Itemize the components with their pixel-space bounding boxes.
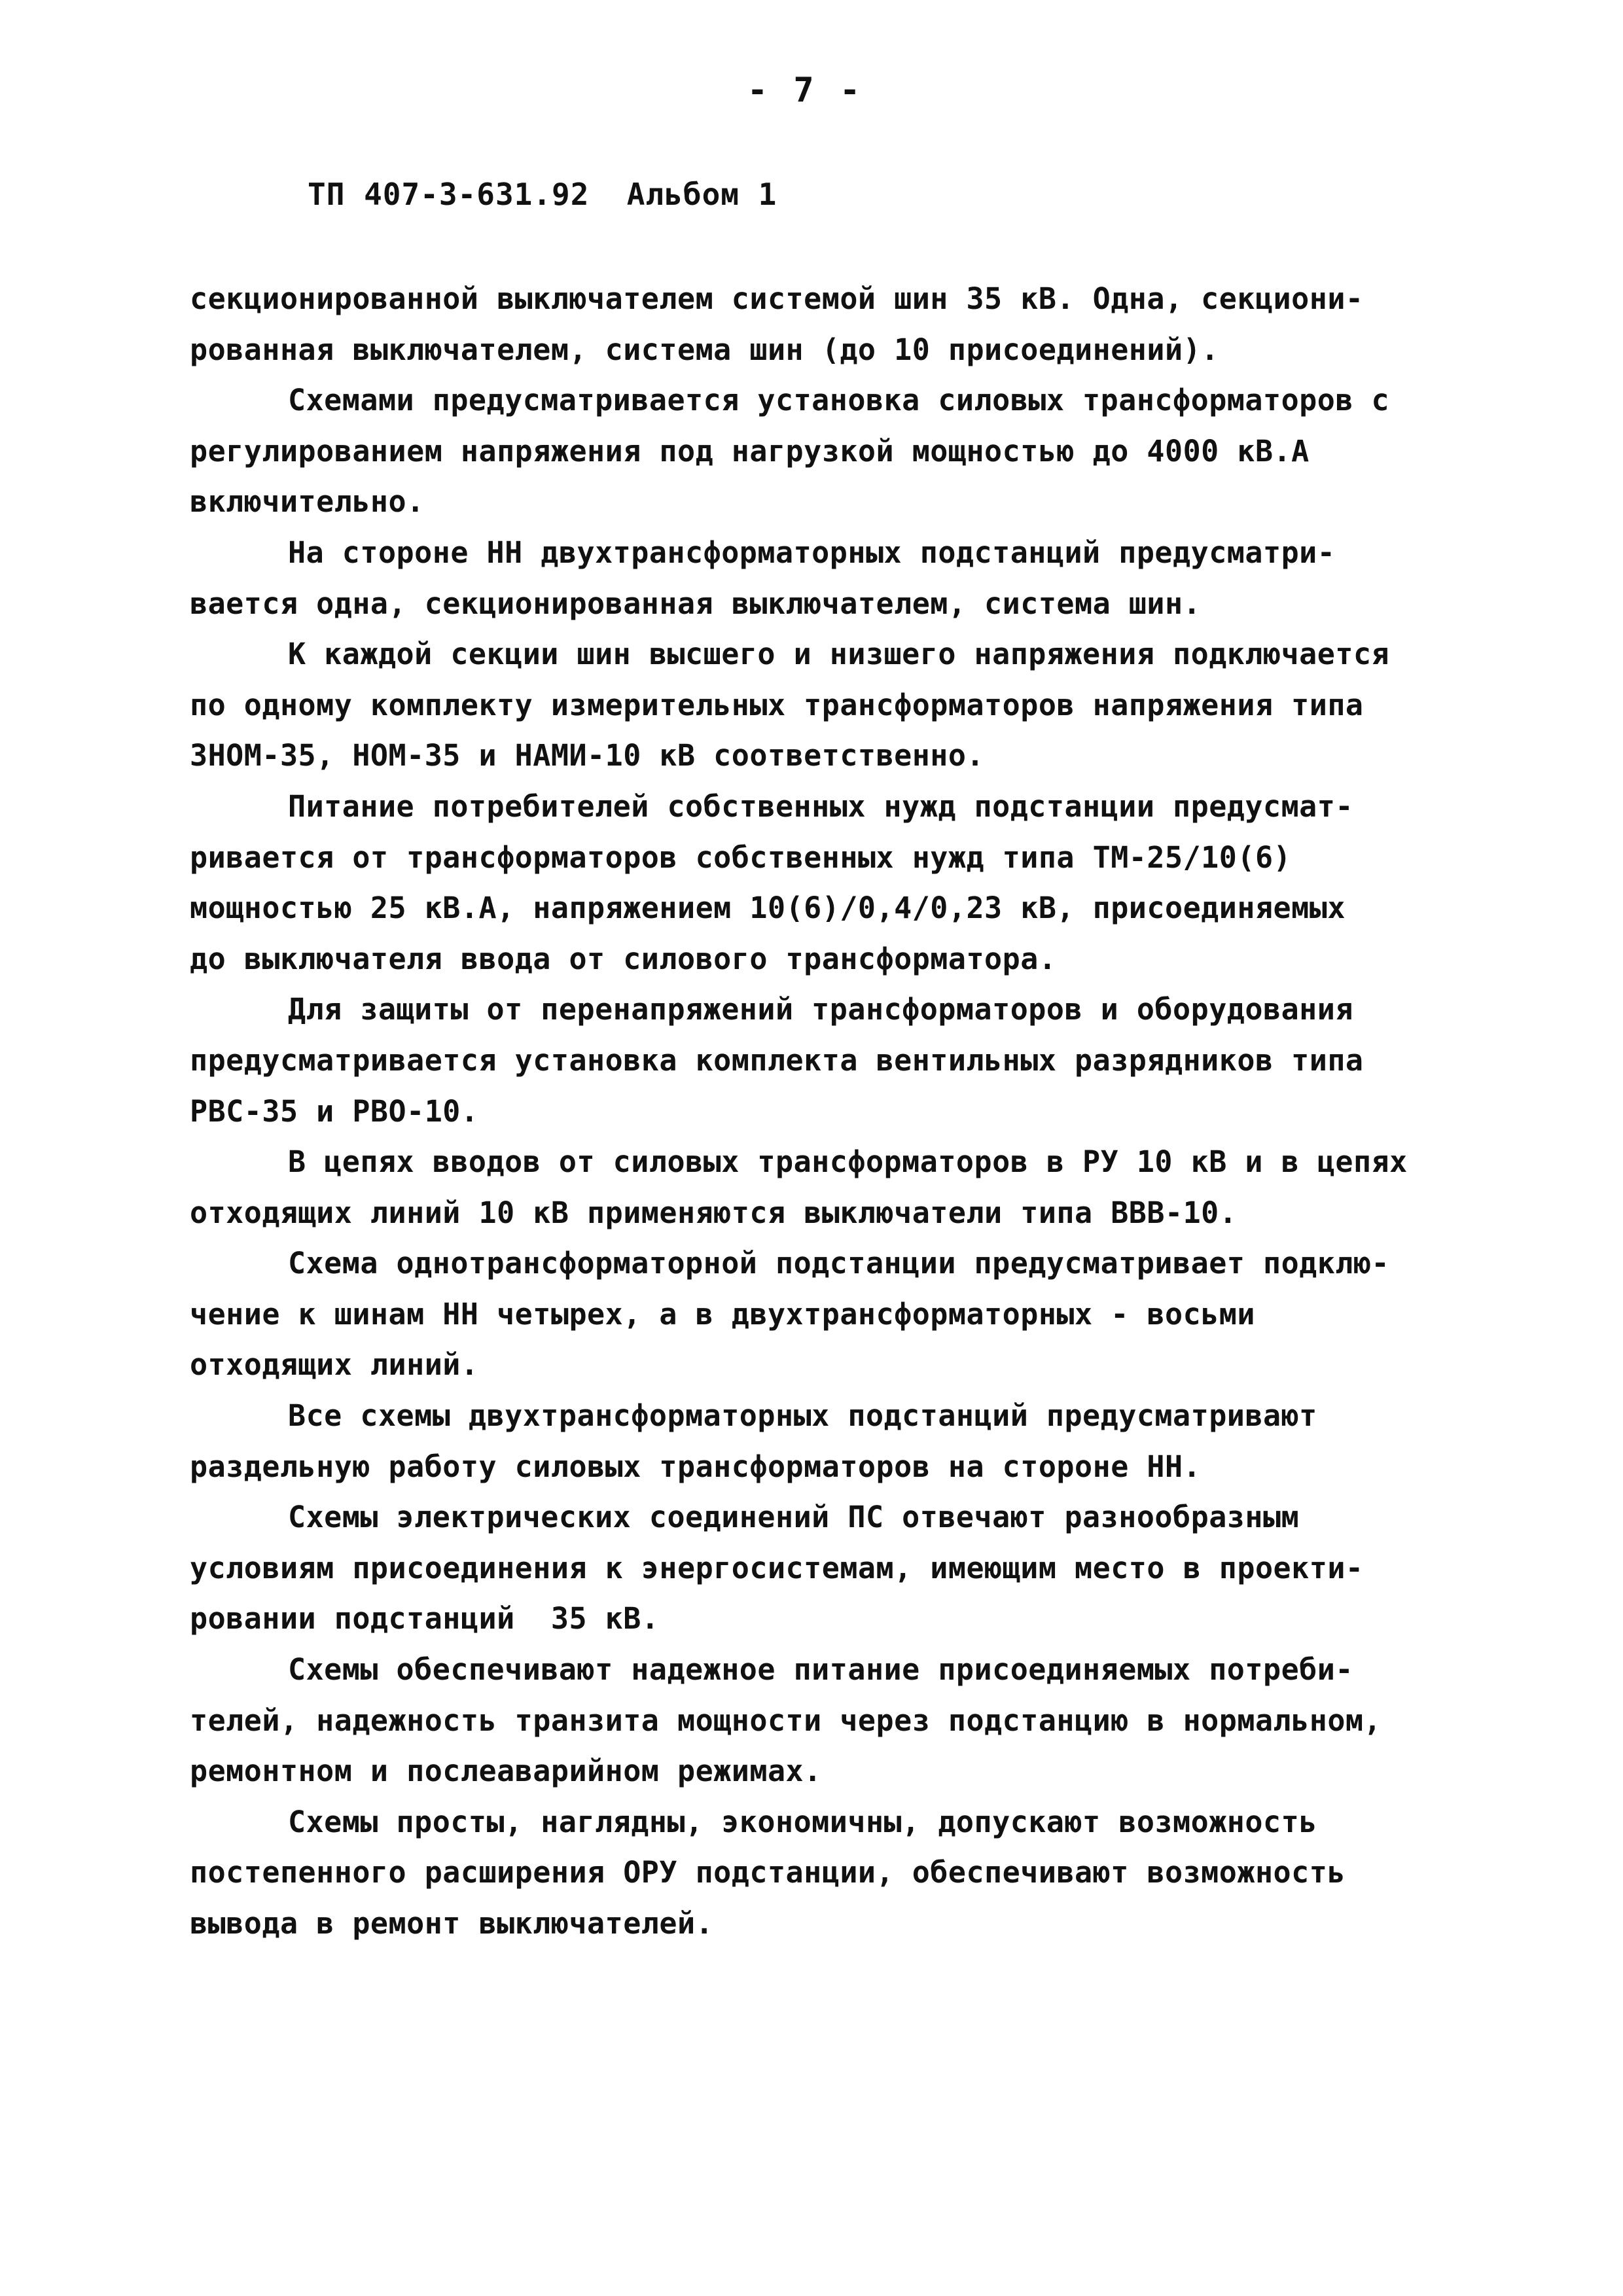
- text-line: Схема однотрансформаторной подстанции предусматривает подклю-: [288, 1246, 1390, 1281]
- text-line: Питание потребителей собственных нужд подстанции предусмат-: [288, 788, 1353, 824]
- text-line: по одному комплекту измерительных трансформаторов напряжения типа: [190, 687, 1364, 722]
- text-line: условиям присоединения к энергосистемам, имеющим место в проекти-: [190, 1550, 1364, 1585]
- text-line: ровании подстанций 35 кВ.: [190, 1601, 660, 1636]
- text-line: включительно.: [190, 484, 425, 520]
- text-line: К каждой секции шин высшего и низшего напряжения подключается: [288, 637, 1390, 672]
- text-line: Схемы электрических соединений ПС отвечают разнообразным: [288, 1500, 1300, 1535]
- text-line: вается одна, секционированная выключателем, система шин.: [190, 586, 1202, 621]
- text-line: Все схемы двухтрансформаторных подстанций предусматривают: [288, 1398, 1317, 1434]
- body-text: [190, 274, 1512, 1949]
- text-line: ремонтном и послеаварийном режимах.: [190, 1754, 822, 1789]
- text-line: РВС-35 и РВО-10.: [190, 1093, 479, 1129]
- text-line: В цепях вводов от силовых трансформаторов в РУ 10 кВ и в цепях: [288, 1144, 1408, 1180]
- text-line: регулированием напряжения под нагрузкой мощностью до 4000 кВ.А: [190, 433, 1310, 468]
- text-line: Схемы обеспечивают надежное питание присоединяемых потреби-: [288, 1652, 1353, 1687]
- text-line: мощностью 25 кВ.А, напряжением 10(6)/0,4/0,23 кВ, присоединяемых: [190, 891, 1346, 926]
- text-line: предусматривается установка комплекта вентильных разрядников типа: [190, 1042, 1364, 1078]
- text-line: Схемами предусматривается установка силовых трансформаторов с: [288, 383, 1390, 418]
- text-line: вывода в ремонт выключателей.: [190, 1906, 714, 1941]
- text-line: Для защиты от перенапряжений трансформаторов и оборудования: [288, 992, 1353, 1027]
- text-line: отходящих линий 10 кВ применяются выключатели типа ВВВ-10.: [190, 1195, 1238, 1230]
- text-line: ривается от трансформаторов собственных нужд типа ТМ-25/10(6): [190, 839, 1292, 875]
- text-line: На стороне НН двухтрансформаторных подстанций предусматри-: [288, 535, 1336, 570]
- text-line: отходящих линий.: [190, 1347, 479, 1383]
- text-line: чение к шинам НН четырех, а в двухтрансформаторных - восьми: [190, 1296, 1255, 1332]
- page-number: - 7 -: [747, 71, 863, 110]
- text-line: ЗНОМ-35, НОМ-35 и НАМИ-10 кВ соответственно.: [190, 738, 985, 773]
- text-line: раздельную работу силовых трансформаторов на стороне НН.: [190, 1449, 1202, 1484]
- text-line: рованная выключателем, система шин (до 10 присоединений).: [190, 332, 1219, 367]
- text-line: постепенного расширения ОРУ подстанции, обеспечивают возможность: [190, 1855, 1346, 1890]
- text-line: секционированной выключателем системой шин 35 кВ. Одна, секциони-: [190, 281, 1364, 316]
- document-header: ТП 407-3-631.92 Альбом 1: [308, 177, 777, 212]
- text-line: телей, надежность транзита мощности через подстанцию в нормальном,: [190, 1703, 1382, 1738]
- text-line: Схемы просты, наглядны, экономичны, допускают возможность: [288, 1804, 1317, 1839]
- text-line: до выключателя ввода от силового трансформатора.: [190, 941, 1057, 976]
